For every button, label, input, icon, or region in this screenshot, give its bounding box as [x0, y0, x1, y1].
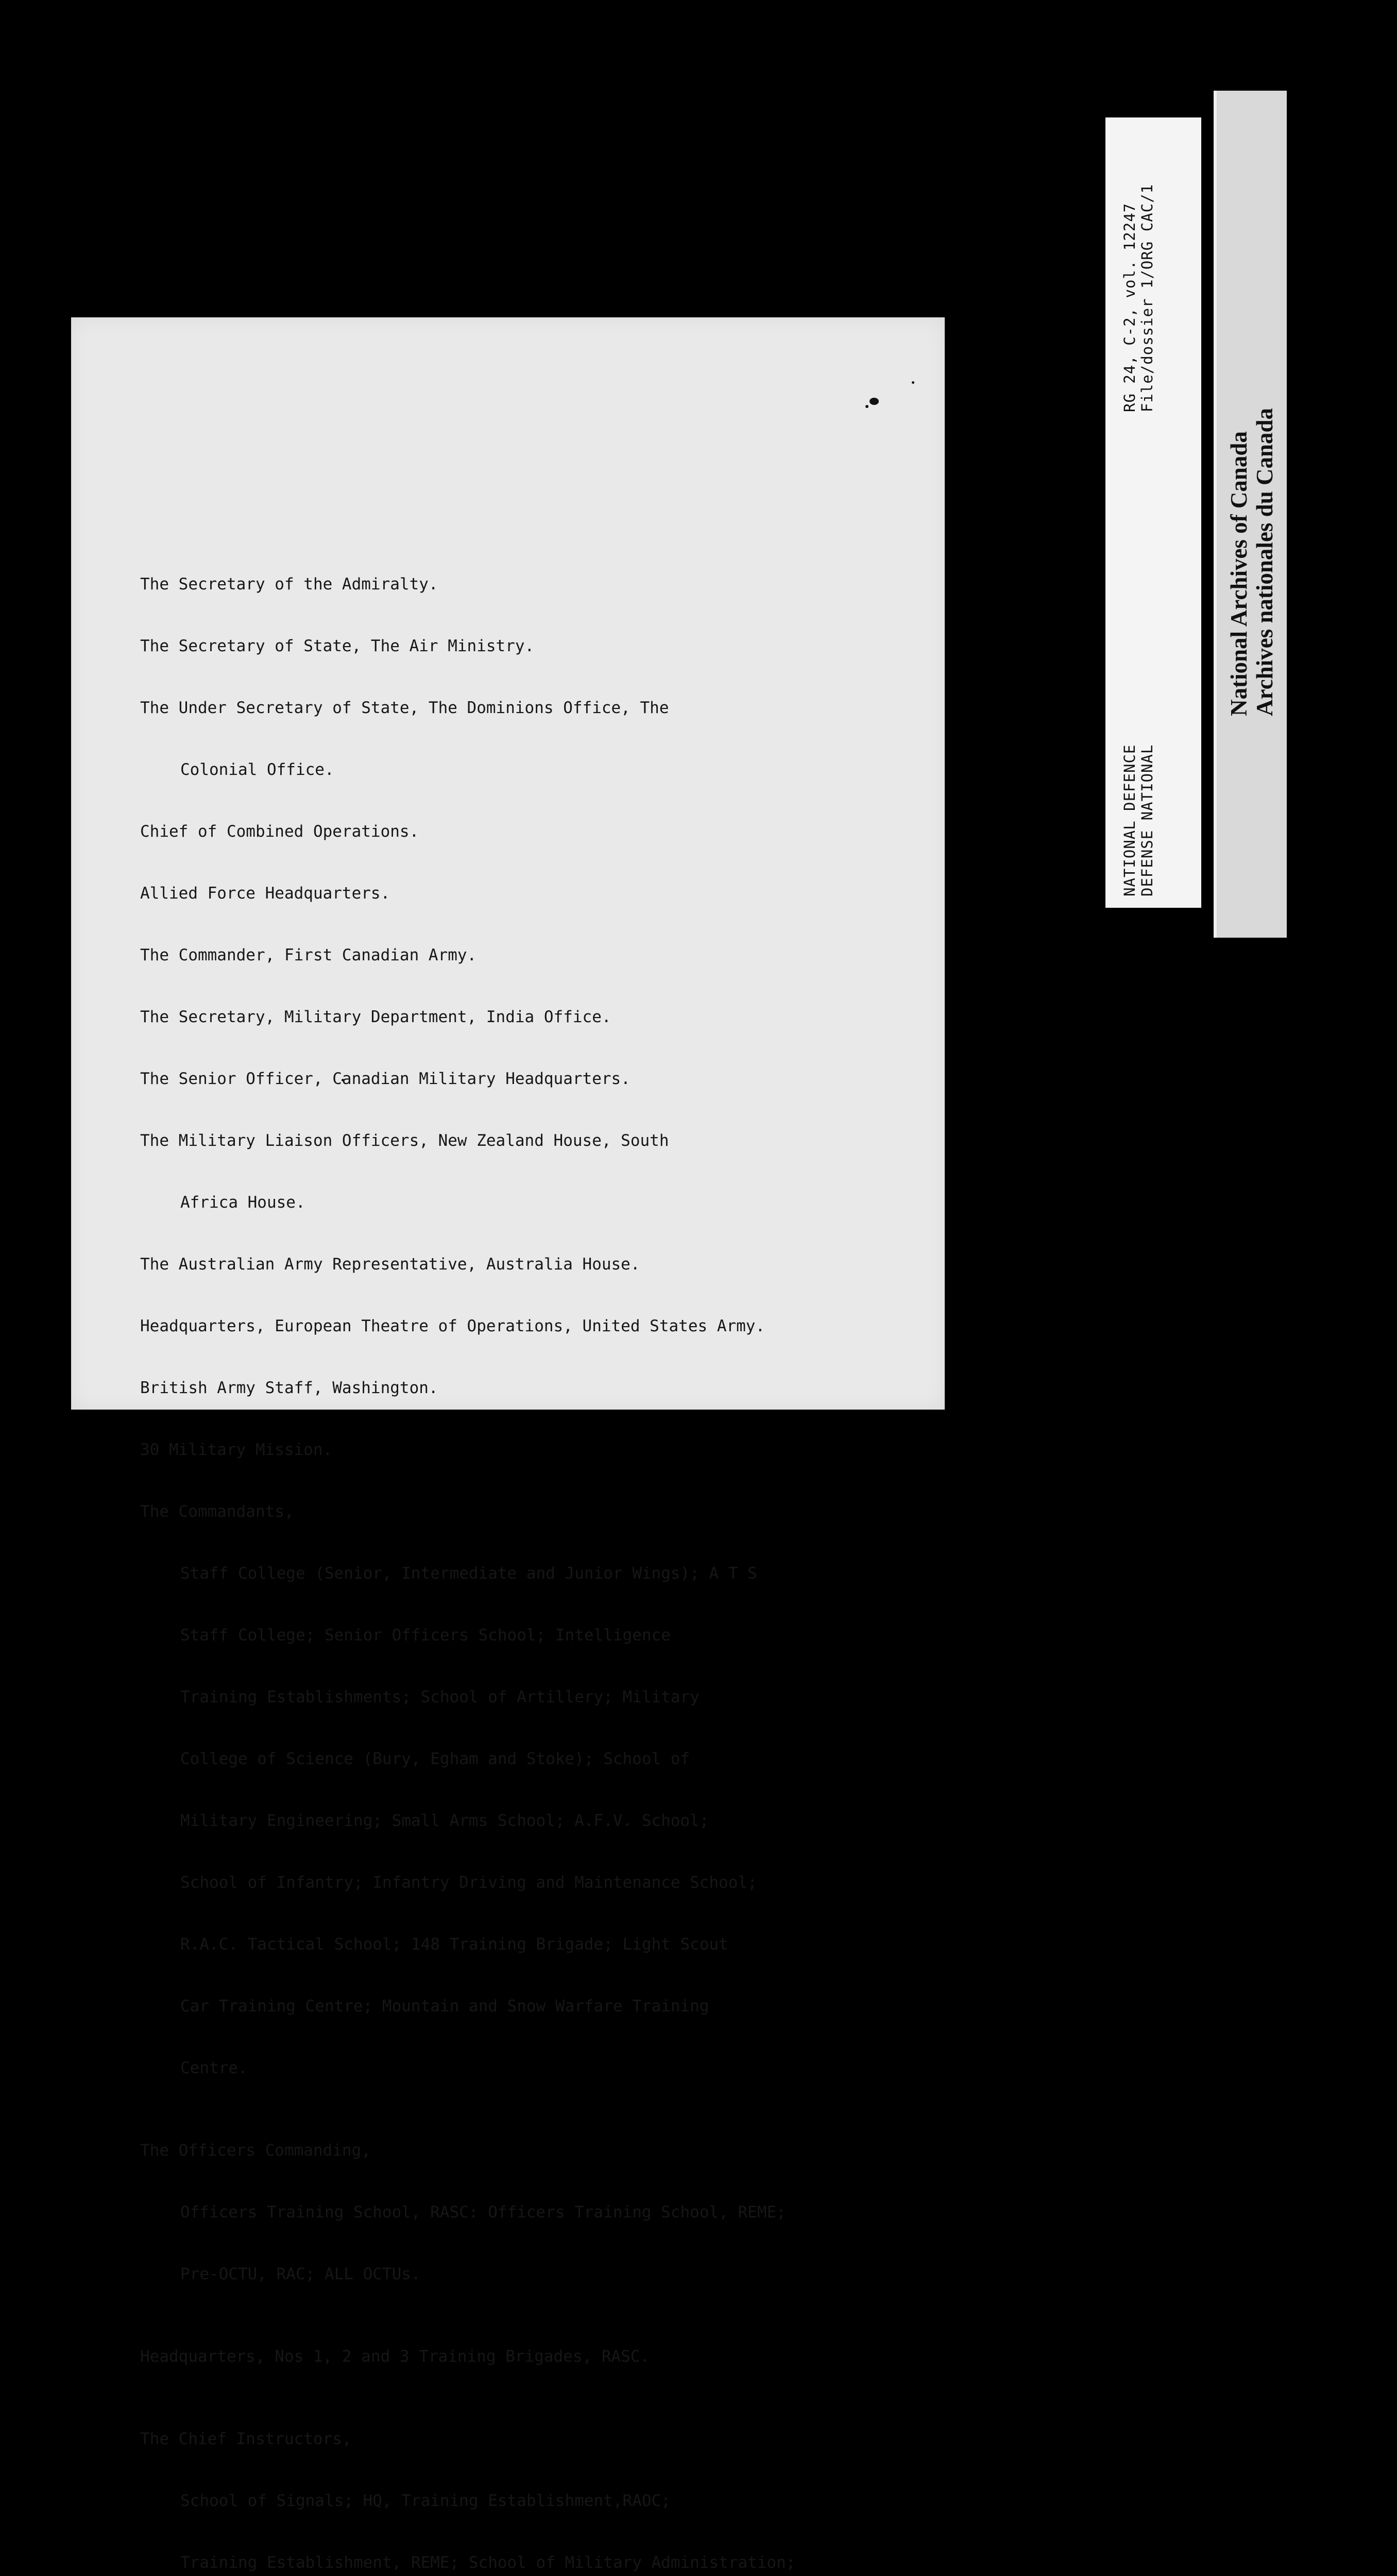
text-line: The Secretary, Military Department, India Office.	[140, 1008, 611, 1026]
text-line: Training Establishments; School of Artillery; Military	[180, 1688, 700, 1706]
text-line: The Senior Officer, Canadian Military Headquarters.	[140, 1070, 631, 1088]
text-line: Staff College; Senior Officers School; Intelligence	[180, 1626, 671, 1645]
text-line: The Commandants,	[140, 1502, 294, 1521]
text-line: Military Engineering; Small Arms School; A.F.V. School;	[180, 1811, 709, 1830]
addressee-list	[140, 533, 795, 2576]
text-line: Centre.	[180, 2059, 248, 2077]
text-line: 30 Military Mission.	[140, 1440, 333, 1459]
reference-code	[1121, 184, 1156, 412]
archives-name	[1226, 408, 1277, 716]
archives-line: National Archives of Canada	[1226, 431, 1252, 716]
ink-speck	[865, 405, 868, 408]
text-line: Chief of Combined Operations.	[140, 822, 419, 841]
text-line: The Secretary of State, The Air Ministry.	[140, 637, 535, 655]
text-line: Colonial Office.	[180, 760, 334, 779]
text-line: The Under Secretary of State, The Dominions Office, The	[140, 699, 669, 717]
reference-line: File/dossier 1/ORG CAC/1	[1138, 183, 1156, 412]
text-line: R.A.C. Tactical School; 148 Training Brigade; Light Scout	[180, 1935, 728, 1954]
text-line: Training Establishment, REME; School of Military Administration;	[180, 2553, 796, 2572]
reference-line: RG 24, C-2, vol. 12247	[1121, 202, 1138, 412]
archives-line: Archives nationales du Canada	[1252, 408, 1277, 716]
document-page	[71, 317, 945, 2572]
text-line: Car Training Centre; Mountain and Snow Warfare Training	[180, 1997, 709, 2015]
text-line: Allied Force Headquarters.	[140, 884, 390, 903]
text-line: The Chief Instructors,	[140, 2430, 352, 2448]
text-line: Pre-OCTU, RAC; ALL OCTUs.	[180, 2265, 421, 2283]
text-line: The Commander, First Canadian Army.	[140, 946, 477, 964]
ink-speck	[912, 381, 914, 384]
text-line: School of Signals; HQ, Training Establishment,RAOC;	[180, 2492, 671, 2510]
ink-speck	[870, 398, 879, 405]
text-line: The Secretary of the Admiralty.	[140, 575, 438, 594]
text-line: Staff College (Senior, Intermediate and Junior Wings); A T S	[180, 1564, 757, 1583]
department-line: NATIONAL DEFENCE	[1121, 744, 1138, 896]
department-line: DEFENSE NATIONAL	[1138, 744, 1156, 896]
text-line: Headquarters, Nos 1, 2 and 3 Training Brigades, RASC.	[140, 2347, 650, 2366]
text-line: British Army Staff, Washington.	[140, 1379, 438, 1397]
text-line: The Australian Army Representative, Australia House.	[140, 1255, 640, 1274]
text-line: College of Science (Bury, Egham and Stoke); School of	[180, 1750, 690, 1768]
text-line: Africa House.	[180, 1193, 305, 1212]
text-line: Headquarters, European Theatre of Operations, United States Army.	[140, 1317, 765, 1335]
archives-name-strip	[1214, 91, 1287, 938]
department-label	[1121, 744, 1156, 896]
text-line: Officers Training School, RASC: Officers Training School, REME;	[180, 2203, 786, 2222]
archive-reference-strip	[1105, 117, 1201, 908]
text-line: The Military Liaison Officers, New Zealand House, South	[140, 1131, 669, 1150]
text-line: The Officers Commanding,	[140, 2141, 371, 2160]
text-line: School of Infantry; Infantry Driving and Maintenance School;	[180, 1873, 757, 1892]
